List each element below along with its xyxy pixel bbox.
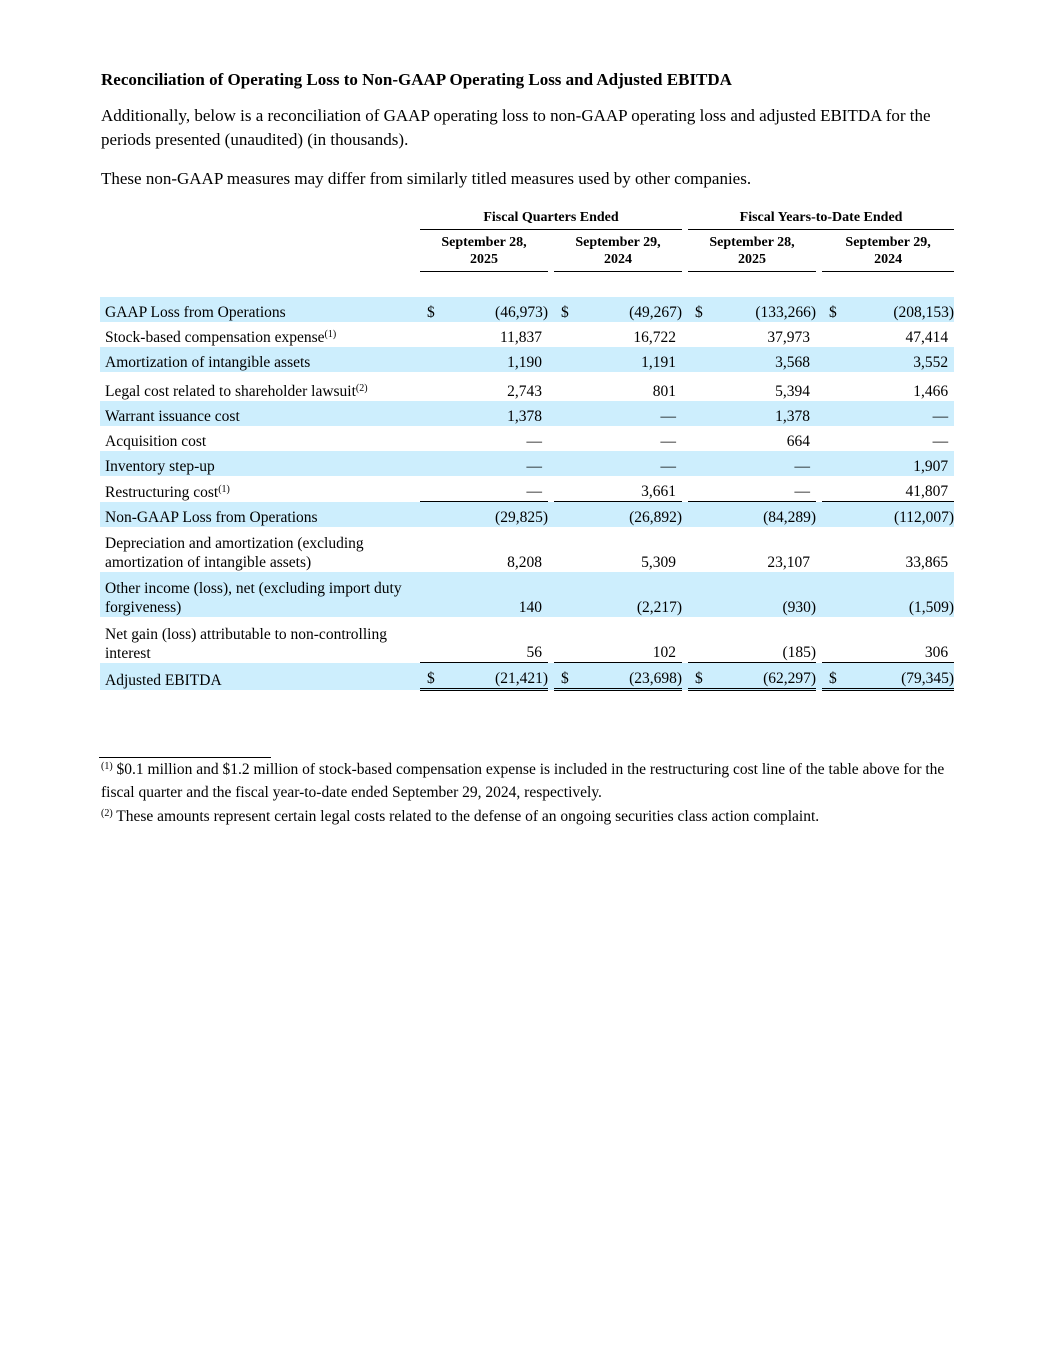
currency-symbol [420,322,442,347]
table-row [100,372,954,401]
table-cell: (930) [710,572,816,617]
table-cell: (29,825) [442,502,548,528]
table-cell: 56 [526,644,542,661]
table-cell: 102 [652,644,677,661]
currency-symbol [822,502,844,528]
currency-symbol [554,476,576,502]
table-cell: 23,107 [767,554,811,571]
row-label: Inventory step-up [100,451,420,476]
currency-symbol [822,347,844,372]
currency-symbol: $ [688,297,710,322]
table-row [100,322,954,347]
currency-symbol [554,572,576,617]
currency-symbol [822,372,844,401]
table-cell: (185) [782,644,817,661]
row-label: Adjusted EBITDA [100,663,420,690]
currency-symbol [822,426,844,451]
table-cell: (2,217) [576,572,682,617]
table-cell: (208,153) [844,297,954,322]
table-row [100,476,954,502]
table-cell: 16,722 [633,329,677,346]
currency-symbol [688,372,710,401]
currency-symbol [688,347,710,372]
currency-symbol [688,617,710,663]
footnote-1: $^{(1)}$ $0.1 million and $1.2 million of stock-based compensation expense is included in the restructuring cost line of the table above for the fiscal quarter and the fiscal year-to-date ended September 29, 2024, respectively. [101,761,945,801]
row-label: Acquisition cost [105,433,207,450]
currency-symbol [420,617,442,663]
currency-symbol: $ [420,663,442,690]
row-label: Depreciation and amortization (excluding amortization of intangible assets) [105,535,364,571]
table-cell: — [844,401,954,426]
currency-symbol [554,502,576,528]
table-cell: — [576,401,682,426]
table-cell: 306 [924,644,949,661]
row-label: Amortization of intangible assets [100,347,420,372]
currency-symbol [554,451,576,476]
currency-symbol [420,527,442,572]
currency-symbol [688,322,710,347]
currency-symbol [688,476,710,502]
table-cell: (84,289) [710,502,816,528]
row-label: Non-GAAP Loss from Operations [100,502,420,528]
currency-symbol [822,401,844,426]
table-cell: 1,191 [576,347,682,372]
table-cell: 140 [442,572,548,617]
currency-symbol: $ [822,663,844,690]
currency-symbol [822,476,844,502]
table-row [100,401,954,426]
table-cell: 3,568 [710,347,816,372]
currency-symbol [554,347,576,372]
reconciliation-table [100,207,954,691]
table-cell: — [710,451,816,476]
currency-symbol [688,527,710,572]
currency-symbol [822,322,844,347]
currency-symbol [688,451,710,476]
currency-symbol [554,372,576,401]
currency-symbol [688,572,710,617]
table-cell: 37,973 [767,329,811,346]
table-cell: 33,865 [905,554,949,571]
table-cell: 1,190 [442,347,548,372]
table-cell: — [710,476,816,502]
currency-symbol: $ [554,297,576,322]
table-cell: (133,266) [710,297,816,322]
table-cell: (26,892) [576,502,682,528]
column-header-q-2024: September 29, 2024 [554,230,682,272]
row-label: GAAP Loss from Operations [100,297,420,322]
table-cell: 5,309 [641,554,677,571]
table-row [100,617,954,663]
currency-symbol [420,372,442,401]
table-cell: 1,378 [442,401,548,426]
table-row [100,527,954,572]
currency-symbol [554,426,576,451]
table-cell: 1,466 [913,383,949,400]
currency-symbol [822,572,844,617]
section-heading: Reconciliation of Operating Loss to Non-GAAP Operating Loss and Adjusted EBITDA [101,70,732,89]
table-row [100,451,954,476]
table-cell: 41,807 [844,476,954,502]
row-label: Warrant issuance cost [100,401,420,426]
table-cell: 3,661 [576,476,682,502]
table-cell: (79,345) [844,663,954,690]
table-cell: 2,743 [507,383,542,400]
currency-symbol [688,502,710,528]
table-cell: — [932,433,949,450]
row-label: Legal cost related to shareholder lawsuit$^{(2)}$ [105,383,368,400]
table-cell: — [660,433,677,450]
currency-symbol [688,426,710,451]
table-cell: 801 [652,383,677,400]
table-cell: — [576,451,682,476]
table-cell: (112,007) [844,502,954,528]
column-header-row [100,230,954,272]
table-cell: — [526,433,542,450]
table-row [100,572,954,617]
currency-symbol [420,572,442,617]
currency-symbol: $ [822,297,844,322]
currency-symbol [688,401,710,426]
table-cell: (49,267) [576,297,682,322]
currency-symbol [420,476,442,502]
row-label: Restructuring cost$^{(1)}$ [105,483,230,501]
table-cell: (21,421) [442,663,548,690]
table-cell: (23,698) [576,663,682,690]
currency-symbol [554,322,576,347]
currency-symbol: $ [420,297,442,322]
currency-symbol [420,401,442,426]
table-row [100,297,954,322]
table-row [100,347,954,372]
column-header-q-2025: September 28, 2025 [420,230,548,272]
disclaimer-paragraph: These non-GAAP measures may differ from similarly titled measures used by other companies. [101,169,752,188]
table-row [100,426,954,451]
table-cell: (62,297) [710,663,816,690]
currency-symbol [420,347,442,372]
table-cell: 5,394 [775,383,811,400]
footnote-2: $^{(2)}$ These amounts represent certain legal costs related to the defense of an ongoing securities class action complaint. [101,808,820,825]
table-cell: 1,378 [710,401,816,426]
table-cell: 47,414 [905,329,949,346]
table-cell: 11,837 [499,329,542,346]
row-label: Stock-based compensation expense$^{(1)}$ [105,329,337,346]
table-cell: 1,907 [844,451,954,476]
table-row [100,502,954,528]
currency-symbol [554,617,576,663]
currency-symbol [822,617,844,663]
currency-symbol: $ [554,663,576,690]
table-cell: — [442,476,548,502]
group-header-row [100,207,954,230]
column-header-ytd-2025: September 28, 2025 [688,230,816,272]
table-cell: 664 [786,433,811,450]
group-header-quarters: Fiscal Quarters Ended [420,207,682,230]
currency-symbol [420,451,442,476]
row-label: Other income (loss), net (excluding import duty forgiveness) [100,572,420,617]
table-cell: 3,552 [844,347,954,372]
currency-symbol [554,527,576,572]
currency-symbol [554,401,576,426]
currency-symbol [822,527,844,572]
currency-symbol [822,451,844,476]
intro-paragraph: Additionally, below is a reconciliation of GAAP operating loss to non-GAAP operating loss and adjusted EBITDA for the periods presented (unaudited) (in thousands). [101,106,931,149]
table-cell: 8,208 [507,554,542,571]
column-header-ytd-2024: September 29, 2024 [822,230,954,272]
table-row [100,663,954,690]
currency-symbol [420,502,442,528]
currency-symbol: $ [688,663,710,690]
table-cell: (1,509) [844,572,954,617]
table-cell: — [442,451,548,476]
row-label: Net gain (loss) attributable to non-controlling interest [105,625,387,662]
table-cell: (46,973) [442,297,548,322]
group-header-ytd: Fiscal Years-to-Date Ended [688,207,954,230]
currency-symbol [420,426,442,451]
